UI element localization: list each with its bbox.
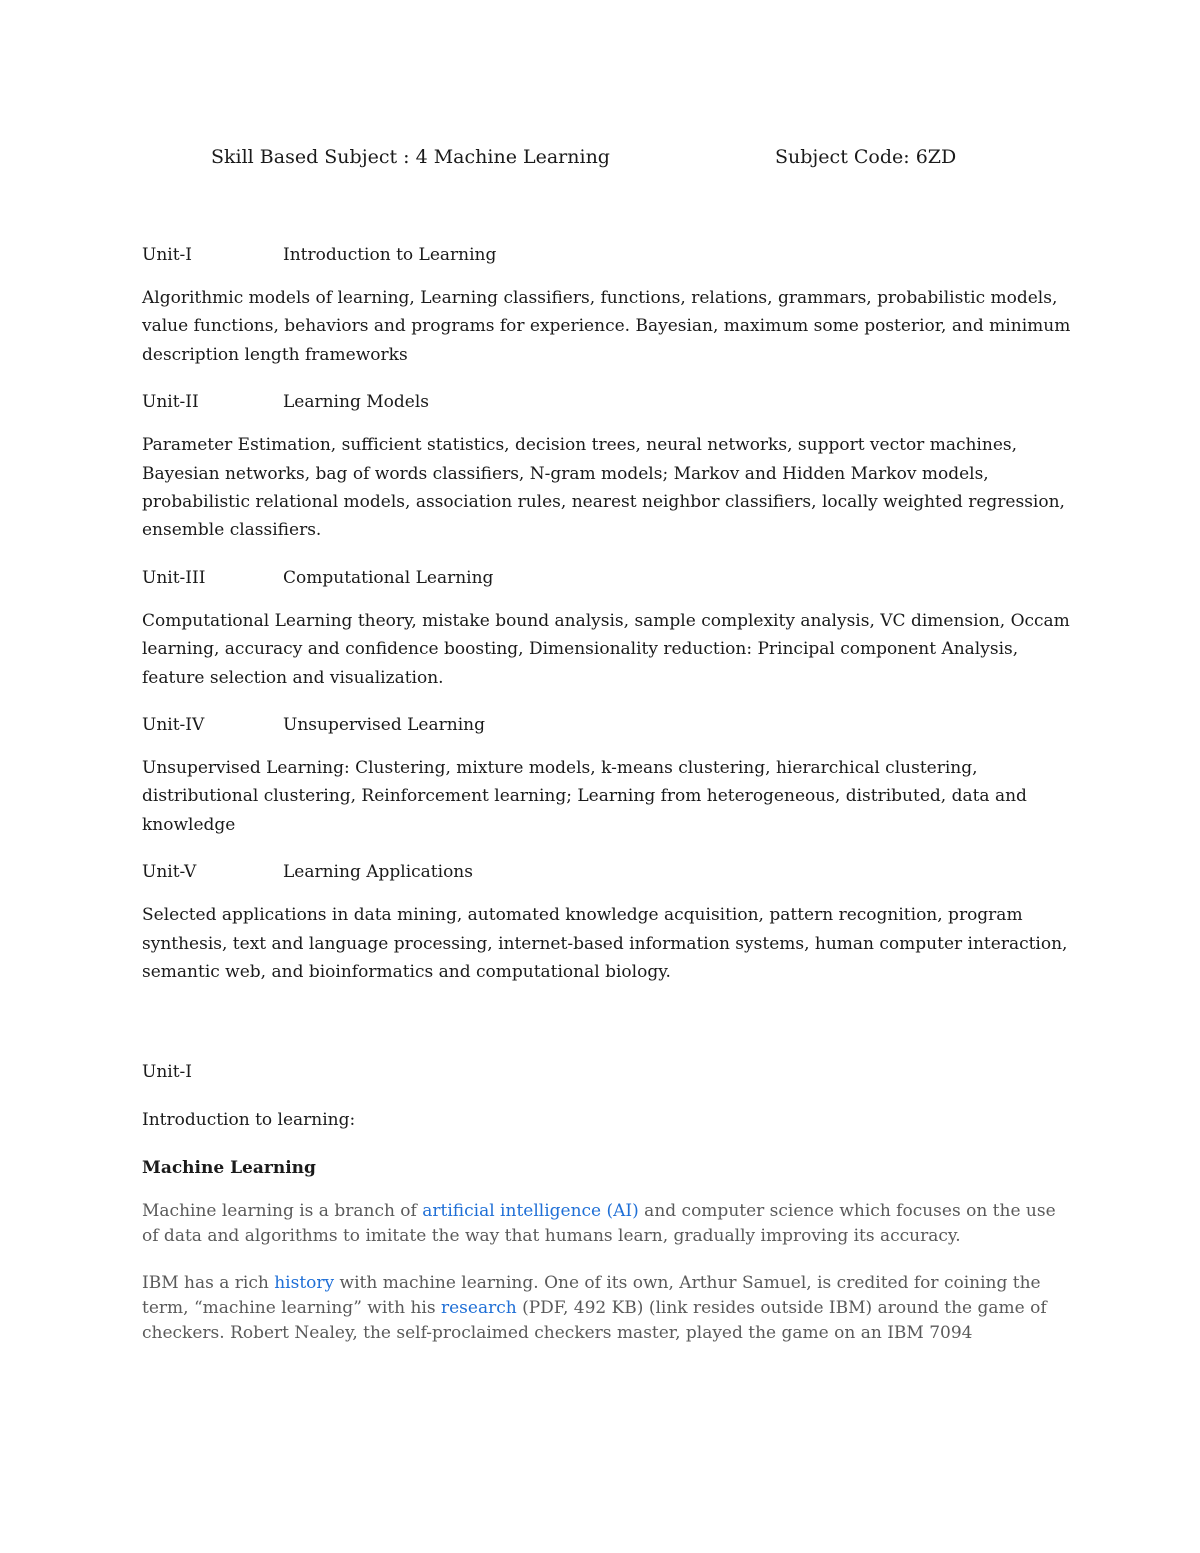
unit-description: Algorithmic models of learning, Learning classifiers, functions, relations, grammars, probabilistic models, value functions, behaviors and programs for experience. Bayesian, maximum some posterior, and minimum description length frameworks — [142, 288, 1071, 365]
unit-number: Unit-II — [142, 392, 199, 413]
ml-paragraph-1 — [142, 1199, 1072, 1249]
ml-paragraph-2 — [142, 1271, 1072, 1346]
subject-code: Subject Code: 6ZD — [775, 146, 957, 168]
unit-title: Learning Models — [283, 392, 429, 413]
unit-heading-4 — [142, 710, 1072, 740]
subject-title: Skill Based Subject : 4 Machine Learning — [211, 146, 610, 168]
section-heading: Machine Learning — [142, 1157, 316, 1178]
unit-description: Selected applications in data mining, automated knowledge acquisition, pattern recognition, program synthesis, text and language processing, internet-based information systems, human computer interaction, semantic web, and bioinformatics and computational biology. — [142, 905, 1068, 983]
unit-description: Unsupervised Learning: Clustering, mixture models, k-means clustering, hierarchical clustering, distributional clustering, Reinforcement learning; Learning from heterogeneous, distributed, data and knowledge — [142, 758, 1027, 835]
notes-unit-label: Unit-I — [142, 1061, 193, 1082]
syllabus-content — [142, 240, 1072, 1368]
unit-heading-5 — [142, 857, 1072, 887]
text-run: and computer science which focuses on the use of data and algorithms to imitate the way that humans learn, gradually improving its accuracy. — [142, 1200, 1056, 1246]
history-link[interactable]: history — [274, 1272, 335, 1293]
notes-intro-label: Introduction to learning: — [142, 1109, 356, 1130]
unit-title: Computational Learning — [283, 567, 494, 588]
unit-title: Introduction to Learning — [283, 245, 497, 265]
unit-heading-2 — [142, 387, 1072, 417]
research-link[interactable]: research — [440, 1297, 517, 1318]
unit-number: Unit-V — [142, 862, 197, 883]
text-run: (PDF, 492 KB) (link resides outside IBM) around the game of checkers. Robert Nealey, the self-proclaimed checkers master, played the game on an IBM 7094 — [142, 1297, 1047, 1343]
text-run: with machine learning. One of its own, Arthur Samuel, is credited for coining the term, “machine learning” with his — [142, 1272, 1041, 1318]
unit-description: Parameter Estimation, sufficient statistics, decision trees, neural networks, support vector machines, Bayesian networks, bag of words classifiers, N-gram models; Markov and Hidden Markov models, probabilistic relational models, association rules, nearest neighbor classifiers, locally weighted regression, ensemble classifiers. — [142, 435, 1065, 541]
spacer — [142, 1005, 1072, 1057]
text-run: Machine learning is a branch of — [142, 1200, 423, 1221]
ai-link[interactable]: artificial intelligence (AI) — [422, 1200, 639, 1221]
unit-description: Computational Learning theory, mistake bound analysis, sample complexity analysis, VC dimension, Occam learning, accuracy and confidence boosting, Dimensionality reduction: Principal component Analysis, feature selection and visualization. — [142, 610, 1070, 688]
unit-number: Unit-III — [142, 567, 206, 588]
unit-heading-3 — [142, 563, 1072, 593]
text-run: IBM has a rich — [142, 1272, 275, 1293]
unit-number: Unit-I — [142, 245, 193, 265]
unit-title: Unsupervised Learning — [283, 715, 485, 736]
document-header — [211, 142, 991, 172]
unit-title: Learning Applications — [283, 862, 473, 883]
unit-heading-1 — [142, 240, 1072, 270]
unit-number: Unit-IV — [142, 715, 205, 736]
